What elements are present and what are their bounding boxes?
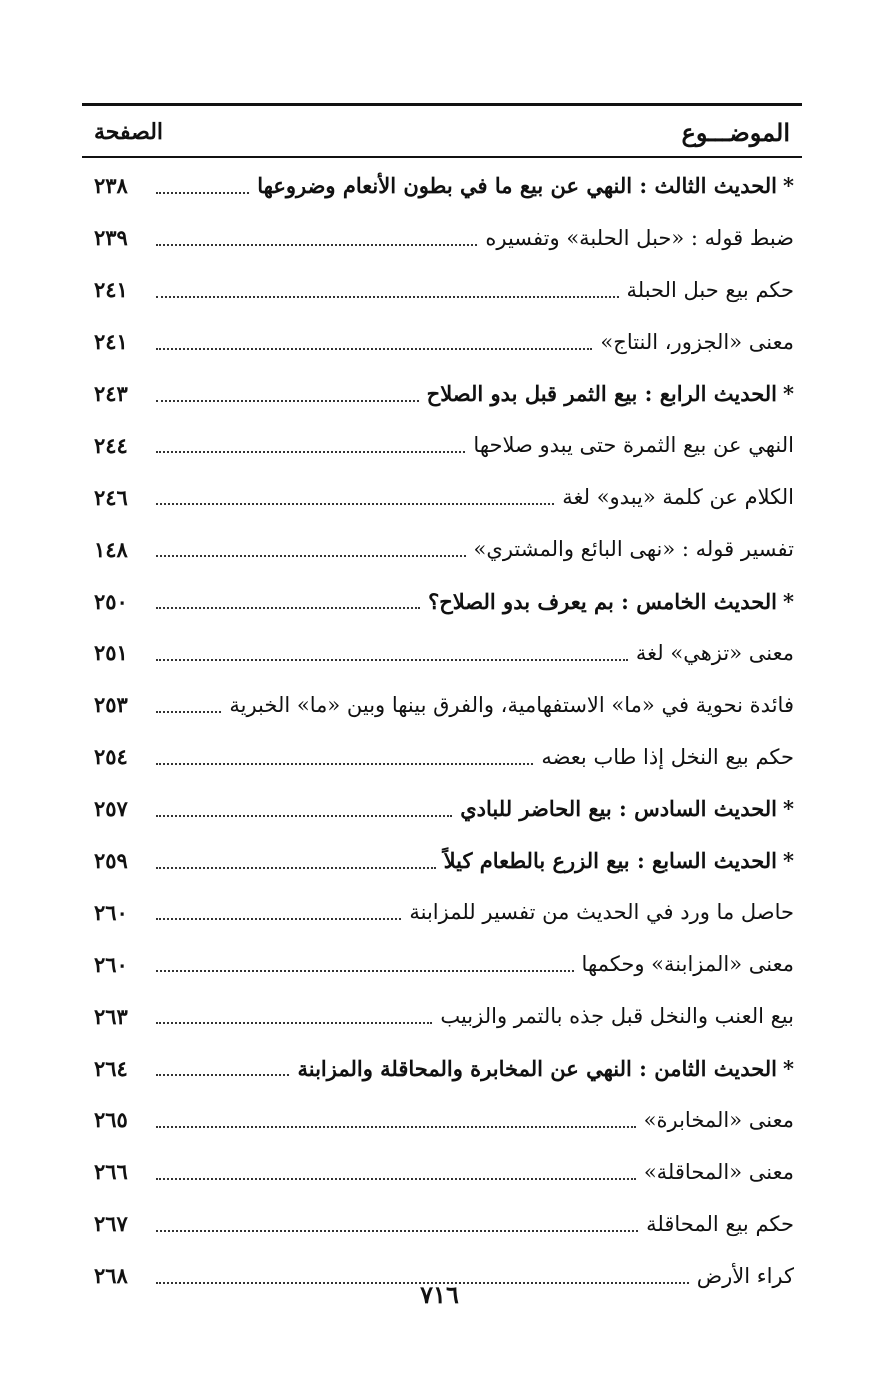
toc-entry <box>82 1042 802 1094</box>
toc-entry <box>82 990 802 1042</box>
toc-entry-title <box>541 745 802 769</box>
toc-entry-page: ٢٦٦ <box>94 1159 128 1185</box>
leader-dots <box>156 449 465 453</box>
toc-entry-text: فائدة نحوية في «ما» الاستفهامية، والفرق بينها وبين «ما» الخبرية <box>229 692 794 717</box>
toc-entry-page: ٢٥٣ <box>94 692 128 718</box>
toc-entry-page: ٢٤١ <box>94 329 128 355</box>
leader-dots <box>156 242 477 246</box>
toc-entry-page: ٢٦٧ <box>94 1211 128 1237</box>
toc-entry-title <box>473 433 802 457</box>
toc-entry <box>82 575 802 627</box>
toc-entry-text: حكم بيع المحاقلة <box>646 1211 794 1236</box>
toc-entry-text: الحديث الثالث : النهي عن بيع ما في بطون الأنعام وضروعها <box>257 173 778 199</box>
toc-entry <box>82 1094 802 1146</box>
top-rule <box>82 103 802 106</box>
leader-dots <box>156 709 221 713</box>
toc-entry-text: معنى «تزهي» لغة <box>635 640 794 665</box>
toc-entry-page: ٢٥٩ <box>94 848 128 874</box>
toc-entry-page: ٢٦٤ <box>94 1055 128 1081</box>
toc-entry <box>82 1198 802 1250</box>
asterisk-icon: * <box>783 588 794 614</box>
toc-entry <box>82 471 802 523</box>
toc-entry-text: حاصل ما ورد في الحديث من تفسير للمزابنة <box>409 900 794 925</box>
leader-dots <box>156 501 554 505</box>
toc-entry-page: ٢٤٣ <box>94 381 128 406</box>
toc-entry-text: الكلام عن كلمة «يبدو» لغة <box>562 485 794 510</box>
toc-entry-page: ٢٦٨ <box>94 1263 128 1289</box>
toc-entry-text: الحديث الرابع : بيع الثمر قبل بدو الصلاح <box>426 381 778 406</box>
toc-entry-page: ٢٥٧ <box>94 796 128 822</box>
toc-entry-page: ٢٤٦ <box>94 484 128 510</box>
toc-entry-text: بيع العنب والنخل قبل جذه بالتمر والزبيب <box>440 1004 794 1029</box>
toc-entry-title <box>600 330 802 354</box>
toc-entry-title <box>257 173 802 198</box>
leader-dots <box>156 605 420 609</box>
header-rule <box>82 156 802 158</box>
toc-entry <box>82 731 802 783</box>
leader-dots <box>156 1124 636 1128</box>
toc-entry-title <box>562 485 802 509</box>
toc-entry-page: ٢٥٤ <box>94 744 128 770</box>
toc-entry-text: حكم بيع حبل الحبلة <box>626 277 794 302</box>
toc-entry-title <box>297 1056 802 1081</box>
leader-dots <box>156 398 419 402</box>
toc-entry-text: النهي عن بيع الثمرة حتى يبدو صلاحها <box>473 433 794 458</box>
toc-entry <box>82 264 802 316</box>
toc-entry <box>82 783 802 835</box>
toc-entry-page: ٢٦٥ <box>94 1107 128 1133</box>
toc-entry-page: ٢٣٩ <box>94 225 128 251</box>
toc-entry-page: ٢٦٣ <box>94 1003 128 1029</box>
toc-entry-title <box>409 900 802 924</box>
leader-dots <box>156 1020 432 1024</box>
toc-entry-text: تفسير قوله : «نهى البائع والمشتري» <box>473 537 794 562</box>
toc-entry-title <box>474 537 802 561</box>
asterisk-icon: * <box>783 796 794 822</box>
toc-entry-title <box>444 848 802 873</box>
toc-entry-text: معنى «الجزور، النتاج» <box>600 329 794 354</box>
leader-dots <box>156 865 436 869</box>
toc-entry-title <box>644 1160 802 1184</box>
toc-entry-page: ٢٦٠ <box>94 899 128 925</box>
leader-dots <box>156 294 619 298</box>
toc-entry-text: معنى «المزابنة» وحكمها <box>581 952 794 977</box>
toc-entry-page: ٢٣٨ <box>94 173 128 199</box>
toc-entry-text: كراء الأرض <box>696 1263 794 1288</box>
leader-dots <box>156 553 466 557</box>
leader-dots <box>156 761 533 765</box>
toc-entry-text: معنى «المخابرة» <box>643 1107 794 1132</box>
toc-entry <box>82 835 802 887</box>
toc-entry <box>82 886 802 938</box>
leader-dots <box>156 190 249 194</box>
toc-entry-text: الحديث السادس : بيع الحاضر للبادي <box>460 796 778 822</box>
toc-entry <box>82 627 802 679</box>
toc-entry-title <box>582 952 802 976</box>
toc-entry <box>82 212 802 264</box>
toc-entry-text: الحديث الثامن : النهي عن المخابرة والمحاقلة والمزابنة <box>297 1055 778 1081</box>
leader-dots <box>156 1228 638 1232</box>
toc-entry-page: ٢٤٤ <box>94 432 128 458</box>
toc-entry-page: ٢٦٠ <box>94 951 128 977</box>
toc-entry <box>82 160 802 212</box>
toc-entry-page: ١٤٨ <box>94 536 128 562</box>
leader-dots <box>156 346 592 350</box>
toc-list <box>82 160 802 1302</box>
toc-entry-page: ٢٤١ <box>94 277 128 303</box>
toc-entry-title <box>485 226 802 250</box>
asterisk-icon: * <box>783 381 794 406</box>
page-number: ٧١٦ <box>420 1280 459 1309</box>
toc-entry-page: ٢٥١ <box>94 640 128 666</box>
toc-entry <box>82 368 802 420</box>
toc-entry-title <box>428 589 802 614</box>
leader-dots <box>156 813 452 817</box>
leader-dots <box>156 657 628 661</box>
toc-entry-page: ٢٥٠ <box>94 588 128 614</box>
toc-entry-title <box>627 278 803 302</box>
header-topic: الموضـــوع <box>681 117 790 147</box>
toc-entry-title <box>644 1108 802 1132</box>
leader-dots <box>156 1176 636 1180</box>
asterisk-icon: * <box>783 1055 794 1081</box>
toc-entry-text: معنى «المحاقلة» <box>643 1159 794 1184</box>
toc-entry <box>82 679 802 731</box>
toc-header <box>82 110 802 154</box>
asterisk-icon: * <box>783 173 794 199</box>
toc-entry-title <box>440 1004 802 1028</box>
toc-entry <box>82 938 802 990</box>
asterisk-icon: * <box>783 848 794 874</box>
leader-dots <box>156 916 401 920</box>
toc-entry-title <box>460 796 802 821</box>
toc-entry <box>82 316 802 368</box>
toc-entry-title <box>646 1212 802 1236</box>
toc-entry-title <box>229 693 802 717</box>
toc-entry-text: ضبط قوله : «حبل الحلبة» وتفسيره <box>485 225 794 250</box>
toc-entry <box>82 1146 802 1198</box>
toc-entry-text: حكم بيع النخل إذا طاب بعضه <box>541 744 794 769</box>
toc-entry <box>82 419 802 471</box>
toc-entry-text: الحديث السابع : بيع الزرع بالطعام كيلاً <box>443 848 778 874</box>
toc-entry <box>82 523 802 575</box>
leader-dots <box>156 1072 289 1076</box>
toc-entry-text: الحديث الخامس : بم يعرف بدو الصلاح؟ <box>428 588 778 614</box>
toc-entry-title <box>427 381 802 406</box>
leader-dots <box>156 968 574 972</box>
header-page: الصفحة <box>94 119 164 145</box>
toc-entry-title <box>636 641 802 665</box>
